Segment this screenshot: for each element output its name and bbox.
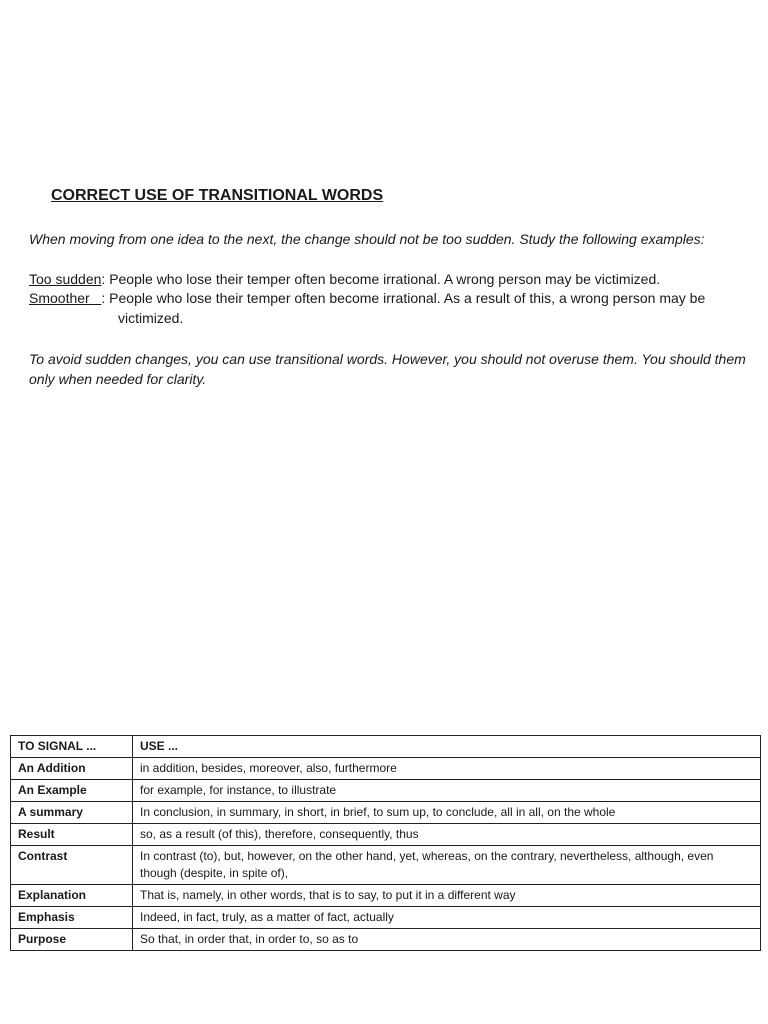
table-row: [11, 758, 761, 780]
table-cell-signal: Purpose: [11, 929, 133, 951]
table-row: [11, 824, 761, 846]
table-header-row: [11, 736, 761, 758]
intro-text: When moving from one idea to the next, the change should not be too sudden. Study the following examples:: [29, 231, 705, 247]
example-smoother: [29, 290, 705, 306]
table-cell-signal: Result: [11, 824, 133, 846]
table-cell-signal: An Addition: [11, 758, 133, 780]
table-cell-signal: Contrast: [11, 846, 133, 885]
advice-text: To avoid sudden changes, you can use transitional words. However, you should not overuse them. You should them only when needed for clarity.: [29, 351, 746, 387]
table-header-use: USE ...: [133, 736, 761, 758]
table-cell-signal: A summary: [11, 802, 133, 824]
example-separator: :: [101, 271, 110, 287]
table-cell-use: In conclusion, in summary, in short, in brief, to sum up, to conclude, all in all, on the whole: [133, 802, 761, 824]
table-cell-use: so, as a result (of this), therefore, consequently, thus: [133, 824, 761, 846]
table-cell-use: In contrast (to), but, however, on the other hand, yet, whereas, on the contrary, nevertheless, although, even though (despite, in spite of),: [133, 846, 761, 885]
table-cell-signal: Emphasis: [11, 907, 133, 929]
table-row: [11, 907, 761, 929]
table-header-signal: TO SIGNAL ...: [11, 736, 133, 758]
table-row: [11, 885, 761, 907]
table-row: [11, 780, 761, 802]
example-tag-too-sudden: Too sudden: [29, 271, 102, 287]
table-row: [11, 929, 761, 951]
table-cell-use: Indeed, in fact, truly, as a matter of fact, actually: [133, 907, 761, 929]
table-row: [11, 846, 761, 885]
table-row: [11, 802, 761, 824]
table-cell-use: for example, for instance, to illustrate: [133, 780, 761, 802]
example-tag-smoother: Smoother: [29, 290, 102, 306]
transition-words-table: [10, 735, 761, 951]
table-cell-use: That is, namely, in other words, that is to say, to put it in a different way: [133, 885, 761, 907]
example-too-sudden: [29, 271, 660, 287]
example-smoother-continuation: victimized.: [118, 310, 184, 326]
table-cell-use: So that, in order that, in order to, so as to: [133, 929, 761, 951]
table-cell-signal: An Example: [11, 780, 133, 802]
example-separator: :: [101, 290, 110, 306]
page-heading: CORRECT USE OF TRANSITIONAL WORDS: [51, 187, 384, 204]
example-text-too-sudden: People who lose their temper often become irrational. A wrong person may be victimized.: [109, 271, 661, 287]
table-cell-signal: Explanation: [11, 885, 133, 907]
example-text-smoother: People who lose their temper often become irrational. As a result of this, a wrong person may be: [109, 290, 706, 306]
table-cell-use: in addition, besides, moreover, also, furthermore: [133, 758, 761, 780]
